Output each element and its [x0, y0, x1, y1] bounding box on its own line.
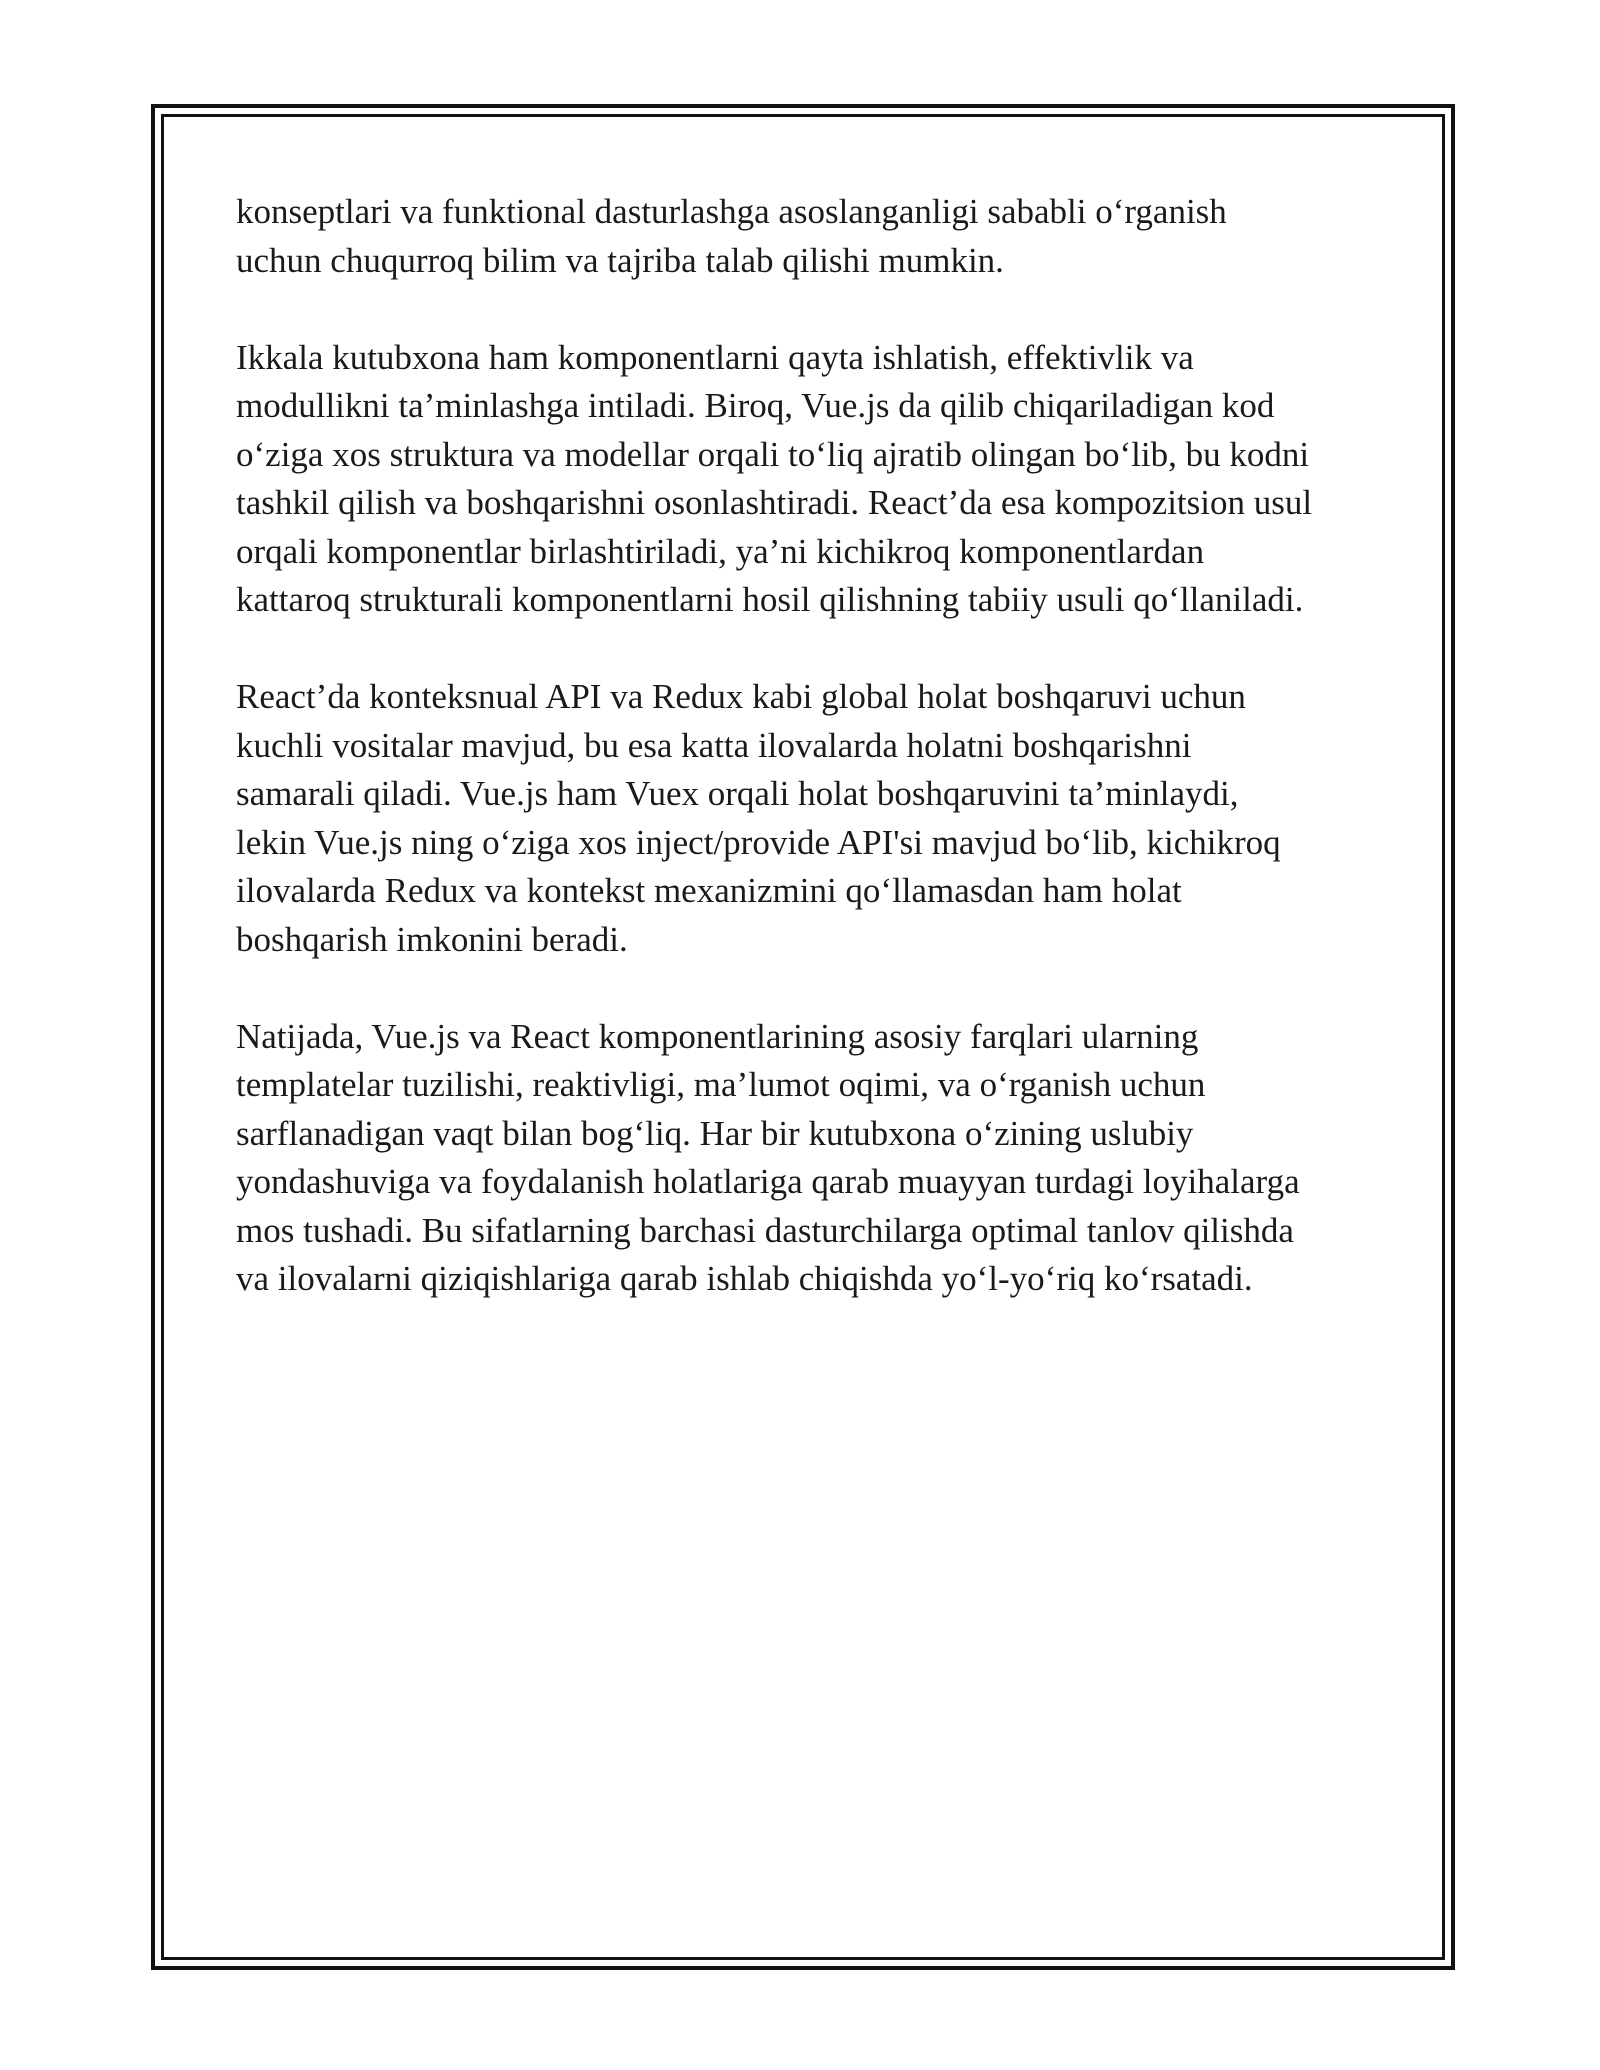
paragraph: Ikkala kutubxona ham komponentlarni qayta ishlatish, effektivlik va modullikni ta’minlashga intiladi. Biroq, Vue.js da qilib chiqariladigan kod o‘ziga xos struktura va modellar orqali to‘liq ajratib olingan bo‘lib, bu kodni tashkil qilish va boshqarishni osonlashtiradi. React’da esa kompozitsion usul orqali komponentlar birlashtiriladi, ya’ni kichikroq komponentlardan kattaroq strukturali komponentlarni hosil qilishning tabiiy usuli qo‘llaniladi. — [236, 337, 1313, 619]
paragraph: React’da konteksnual API va Redux kabi global holat boshqaruvi uchun kuchli vositalar mavjud, bu esa katta ilovalarda holatni boshqarishni samarali qiladi. Vue.js ham Vuex orqali holat boshqaruvini ta’minlaydi, lekin Vue.js ning o‘ziga xos inject/provide API'si mavjud bo‘lib, kichikroq ilovalarda Redux va kontekst mexanizmini qo‘llamasdan ham holat boshqarish imkonini beradi. — [236, 677, 1281, 959]
page-body — [236, 188, 1386, 1352]
paragraph: Natijada, Vue.js va React komponentlarining asosiy farqlari ularning templatelar tuzilishi, reaktivligi, ma’lumot oqimi, va o‘rganish uchun sarflanadigan vaqt bilan bog‘liq. Har bir kutubxona o‘zining uslubiy yondashuviga va foydalanish holatlariga qarab muayyan turdagi loyihalarga mos tushadi. Bu sifatlarning barchasi dasturchilarga optimal tanlov qilishda va ilovalarni qiziqishlariga qarab ishlab chiqishda yo‘l-yo‘riq ko‘rsatadi. — [236, 1016, 1300, 1298]
paragraph: konseptlari va funktional dasturlashga asoslanganligi sababli o‘rganish uchun chuqurroq bilim va tajriba talab qilishi mumkin. — [236, 192, 1227, 280]
